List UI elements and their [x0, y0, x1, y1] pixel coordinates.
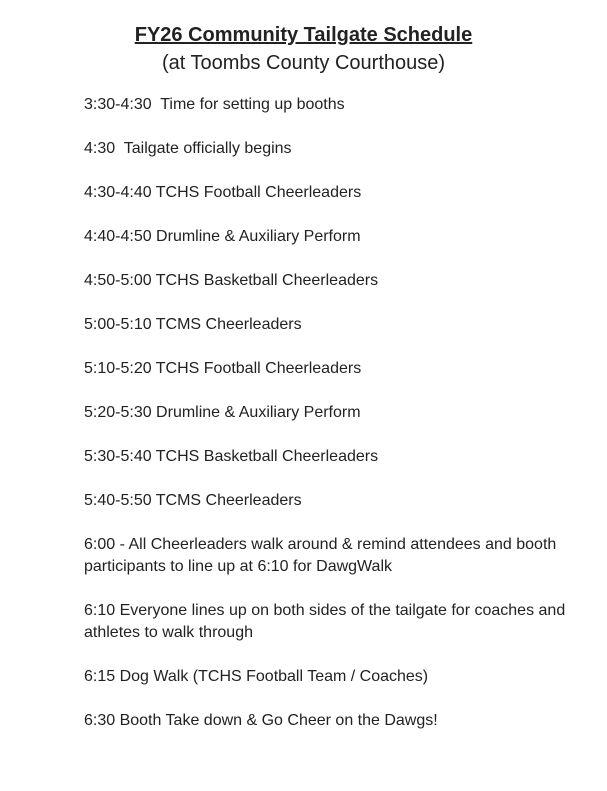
schedule-item: 4:50-5:00 TCHS Basketball Cheerleaders [84, 272, 379, 289]
document-title: FY26 Community Tailgate Schedule [134, 24, 473, 46]
schedule-item: 3:30-4:30 Time for setting up booths [84, 96, 345, 113]
schedule-item: 4:30-4:40 TCHS Football Cheerleaders [84, 184, 362, 201]
schedule-item: 6:10 Everyone lines up on both sides of the tailgate for coaches and athletes to walk through [84, 602, 570, 641]
schedule-item: 4:30 Tailgate officially begins [84, 140, 292, 157]
schedule-item: 5:40-5:50 TCMS Cheerleaders [84, 492, 302, 509]
schedule-item: 6:30 Booth Take down & Go Cheer on the Dawgs! [84, 712, 438, 729]
schedule-item: 5:00-5:10 TCMS Cheerleaders [84, 316, 302, 333]
document-subtitle: (at Toombs County Courthouse) [161, 52, 446, 74]
schedule-item: 5:20-5:30 Drumline & Auxiliary Perform [84, 404, 361, 421]
schedule-item: 5:10-5:20 TCHS Football Cheerleaders [84, 360, 362, 377]
schedule-item: 4:40-4:50 Drumline & Auxiliary Perform [84, 228, 361, 245]
schedule-item: 6:00 - All Cheerleaders walk around & remind attendees and booth participants to line up at 6:10 for DawgWalk [84, 536, 561, 575]
schedule-item: 6:15 Dog Walk (TCHS Football Team / Coaches) [84, 668, 429, 685]
schedule-item: 5:30-5:40 TCHS Basketball Cheerleaders [84, 448, 379, 465]
schedule-list [84, 94, 574, 754]
